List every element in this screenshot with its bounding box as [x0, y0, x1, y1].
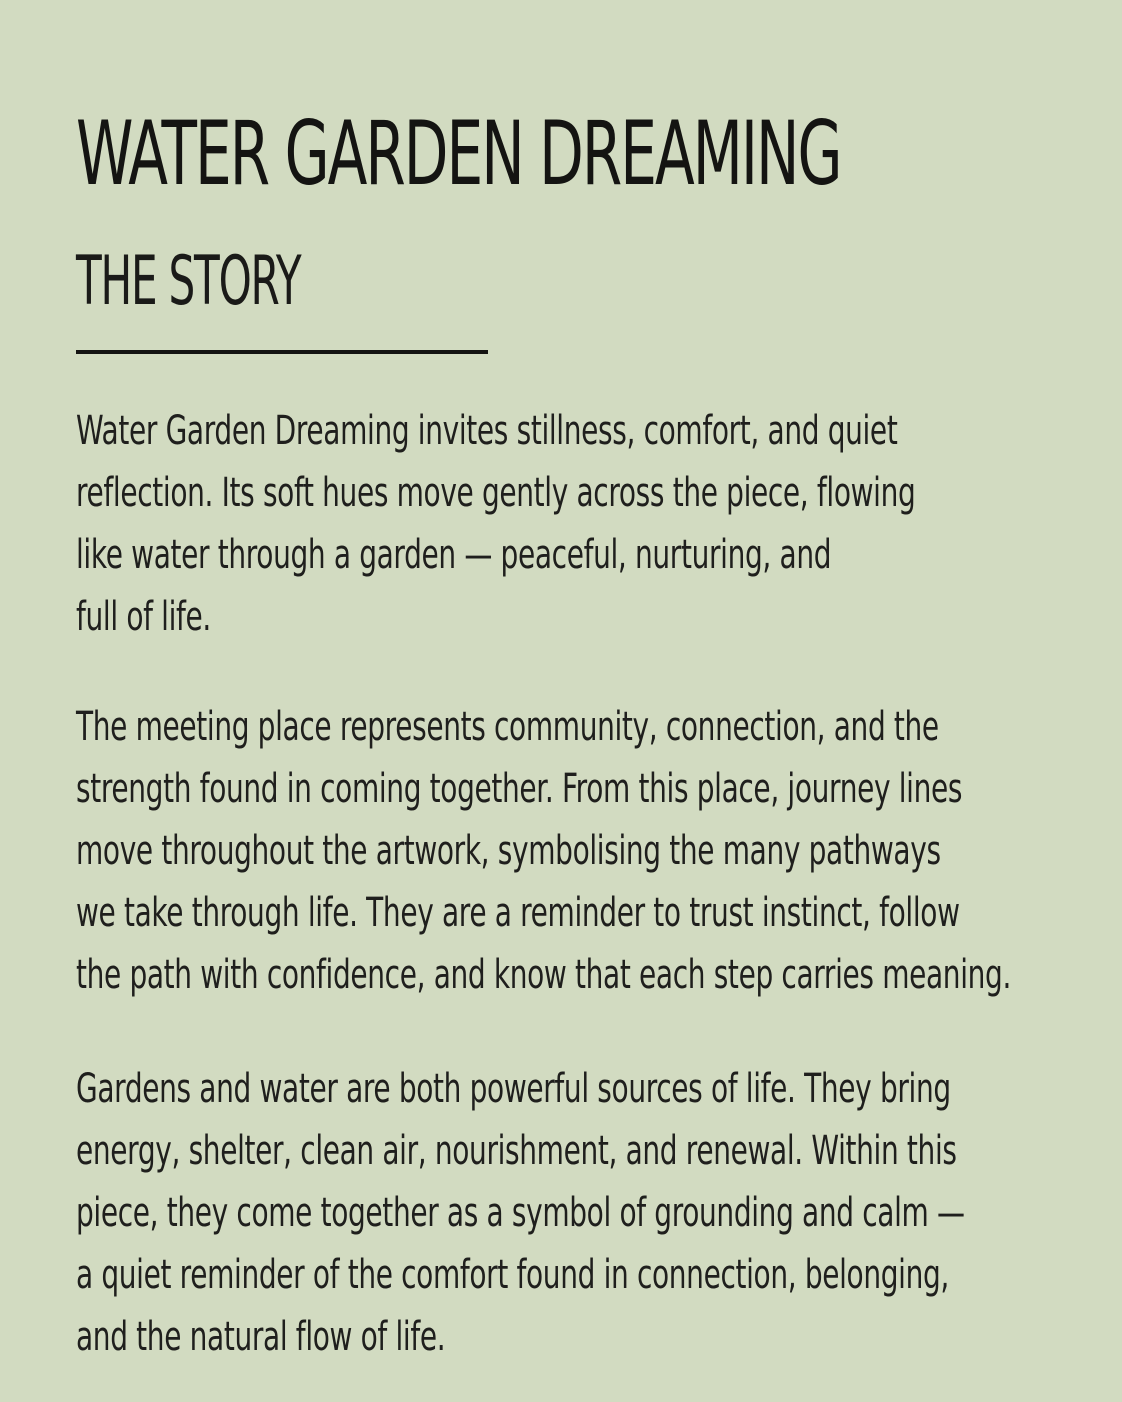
paragraph-line: piece, they come together as a symbol of grounding and calm — — [76, 1190, 965, 1236]
paragraph-line: and the natural flow of life. — [76, 1314, 446, 1360]
paragraph-line: move throughout the artwork, symbolising the many pathways — [76, 828, 941, 874]
paragraph-line: The meeting place represents community, connection, and the — [76, 704, 939, 750]
story-paragraph-3 — [76, 1058, 1122, 1368]
title-divider — [76, 350, 488, 354]
paragraph-line: strength found in coming together. From this place, journey lines — [76, 766, 963, 812]
story-paragraph-2 — [76, 696, 1122, 1006]
story-paragraph-1 — [76, 400, 1122, 648]
paragraph-line: like water through a garden — peaceful, nurturing, and — [76, 532, 832, 578]
page-subtitle: THE STORY — [76, 242, 301, 321]
paragraph-line: reflection. Its soft hues move gently across the piece, flowing — [76, 470, 916, 516]
paragraph-line: the path with confidence, and know that each step carries meaning. — [76, 952, 1012, 998]
paragraph-line: we take through life. They are a reminder to trust instinct, follow — [76, 890, 960, 936]
paragraph-line: Water Garden Dreaming invites stillness, comfort, and quiet — [76, 408, 898, 454]
paragraph-line: full of life. — [76, 594, 211, 640]
paragraph-line: a quiet reminder of the comfort found in connection, belonging, — [76, 1252, 949, 1298]
paragraph-line: energy, shelter, clean air, nourishment, and renewal. Within this — [76, 1128, 957, 1174]
paragraph-line: Gardens and water are both powerful sources of life. They bring — [76, 1066, 951, 1112]
page-title: WATER GARDEN DREAMING — [76, 102, 841, 205]
